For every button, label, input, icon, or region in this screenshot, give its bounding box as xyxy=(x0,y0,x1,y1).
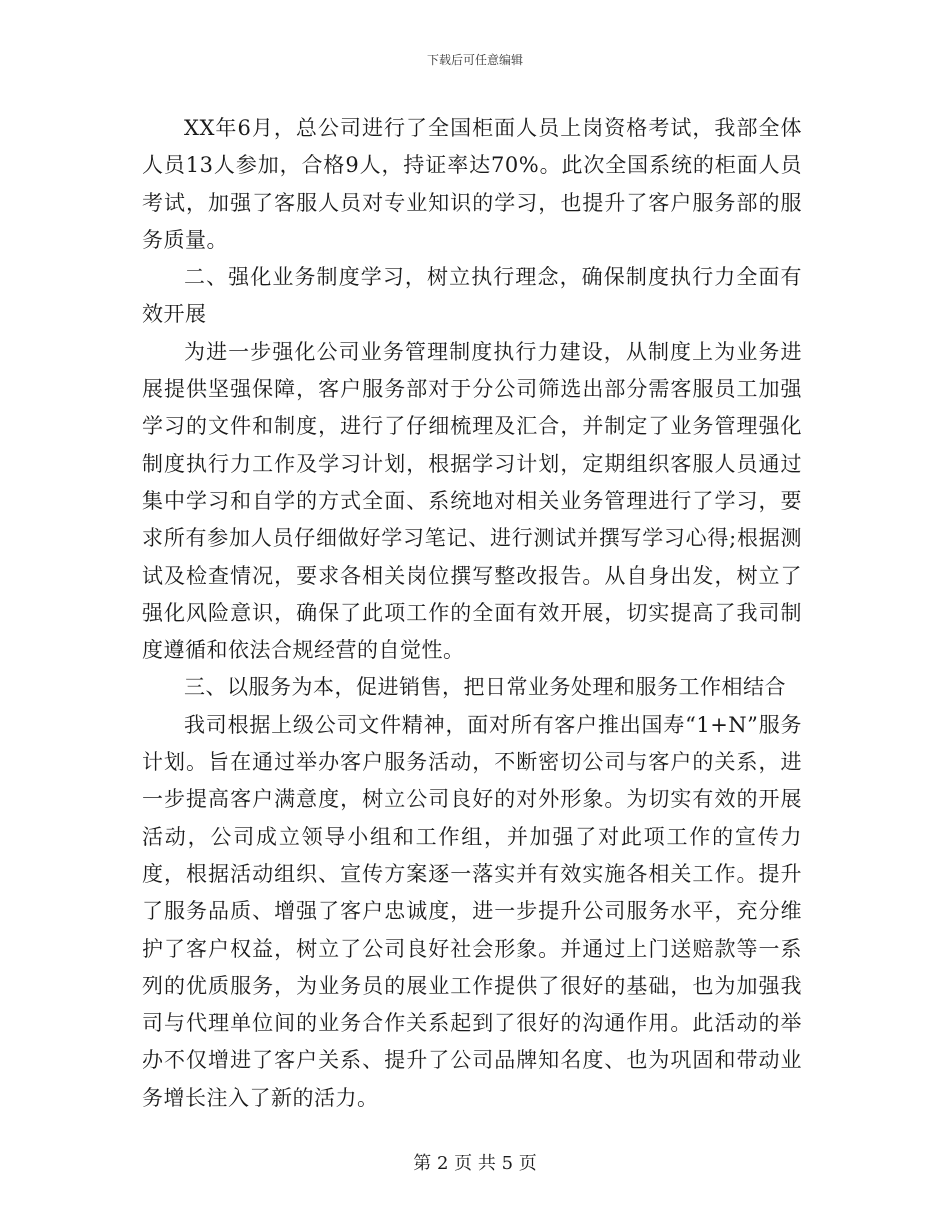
page-header: 下载后可任意编辑 xyxy=(426,53,523,67)
paragraph-service-plan: 我司根据上级公司文件精神，面对所有客户推出国寿“1+N”服务计划。旨在通过举办客户服务活动，不断密切公司与客户的关系，进一步提高客户满意度，树立公司良好的对外形象。为切实有效的开展活动，公司成立领导小组和工作组，并加强了对此项工作的宣传力度，根据活动组织、宣传方案逐一落实并有效实施各相关工作。提升了服务品质、增强了客户忠诚度，进一步提升公司服务水平，充分维护了客户权益，树立了公司良好社会形象。并通过上门送赔款等一系列的优质服务，为业务员的展业工作提供了很好的基础，也为加强我司与代理单位间的业务合作关系起到了很好的沟通作用。此活动的举办不仅增进了客户关系、提升了公司品牌知名度、也为巩固和带动业务增长注入了新的活力。 xyxy=(142,712,802,1110)
paragraph-system-study: 为进一步强化公司业务管理制度执行力建设，从制度上为业务进展提供坚强保障，客户服务部对于分公司筛选出部分需客服员工加强学习的文件和制度，进行了仔细梳理及汇合，并制定了业务管理强化制度执行力工作及学习计划，根据学习计划，定期组织客服人员通过集中学习和自学的方式全面、系统地对相关业务管理进行了学习，要求所有参加人员仔细做好学习笔记、进行测试并撰写学习心得;根据测试及检查情况，要求各相关岗位撰写整改报告。从自身出发，树立了强化风险意识，确保了此项工作的全面有效开展，切实提高了我司制度遵循和依法合规经营的自觉性。 xyxy=(142,339,802,663)
paragraph-certification-exam: XX年6月，总公司进行了全国柜面人员上岗资格考试，我部全体人员13人参加，合格9人，持证率达70%。此次全国系统的柜面人员考试，加强了客服人员对专业知识的学习，也提升了客户服务部的服务质量。 xyxy=(142,116,802,252)
section-heading-3: 三、以服务为本，促进销售，把日常业务处理和服务工作相结合 xyxy=(184,675,786,700)
page-number: 第 2 页 共 5 页 xyxy=(413,1153,537,1174)
section-heading-2: 二、强化业务制度学习，树立执行理念，确保制度执行力全面有效开展 xyxy=(142,265,802,327)
document-body xyxy=(142,110,802,1117)
